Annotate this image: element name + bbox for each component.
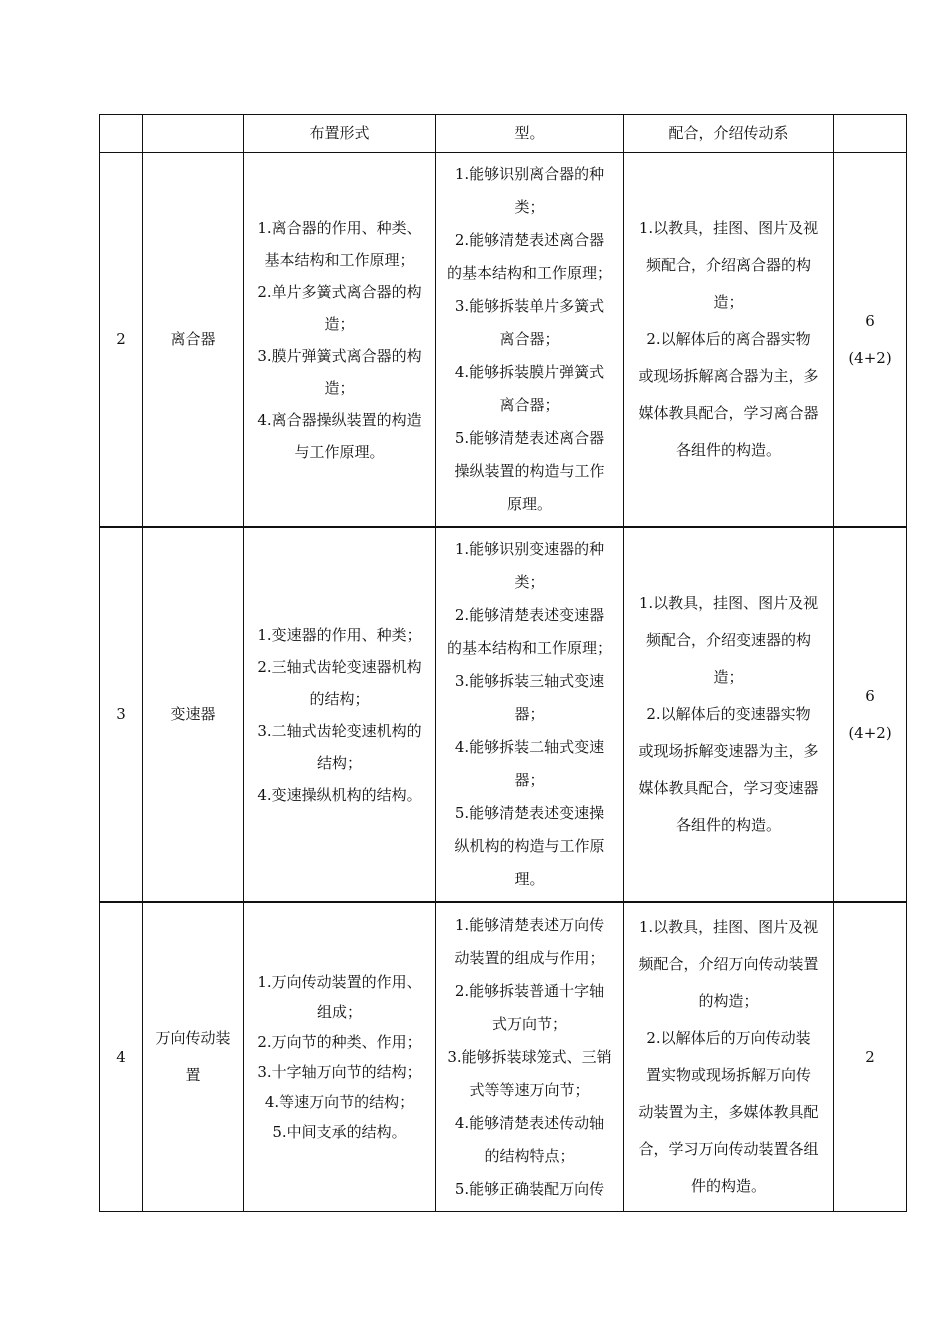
cell-hours: 2: [834, 902, 907, 1212]
cell-content: 1.万向传动装置的作用、 组成； 2.万向节的种类、作用； 3.十字轴万向节的结构； 4.等速万向节的结构； 5.中间支承的结构。: [244, 902, 436, 1212]
cell-content: 1.离合器的作用、种类、 基本结构和工作原理； 2.单片多簧式离合器的构 造； 3.膜片弹簧式离合器的构 造； 4.离合器操纵装置的构造 与工作原理。: [244, 153, 436, 528]
cell-content: 1.变速器的作用、种类； 2.三轴式齿轮变速器机构 的结构； 3.二轴式齿轮变速机构的 结构； 4.变速操纵机构的结构。: [244, 527, 436, 902]
course-syllabus-table: [99, 114, 907, 1212]
cell-hours: [834, 115, 907, 153]
cell-name: [143, 115, 244, 153]
cell-hours: 6 (4+2): [834, 153, 907, 528]
table-row-continuation: [100, 115, 907, 153]
cell-requirements: 1.能够识别离合器的种 类； 2.能够清楚表述离合器 的基本结构和工作原理； 3.能够拆装单片多簧式 离合器； 4.能够拆装膜片弹簧式 离合器； 5.能够清楚表述离合器 操纵装置的构造与工作 原理。: [436, 153, 624, 528]
table-row: [100, 527, 907, 902]
cell-content: 布置形式: [244, 115, 436, 153]
table-row: [100, 153, 907, 528]
cell-method: 1.以教具，挂图、图片及视 频配合，介绍离合器的构 造； 2.以解体后的离合器实物 或现场拆解离合器为主，多 媒体教具配合，学习离合器 各组件的构造。: [624, 153, 834, 528]
cell-no: 4: [100, 902, 143, 1212]
cell-requirements: 1.能够识别变速器的种 类； 2.能够清楚表述变速器 的基本结构和工作原理； 3.能够拆装三轴式变速 器； 4.能够拆装二轴式变速 器； 5.能够清楚表述变速操 纵机构的构造与工作原 理。: [436, 527, 624, 902]
cell-requirements: 1.能够清楚表述万向传 动装置的组成与作用； 2.能够拆装普通十字轴 式万向节； 3.能够拆装球笼式、三销 式等等速万向节； 4.能够清楚表述传动轴 的结构特点； 5.能够正确装配万向传: [436, 902, 624, 1212]
cell-no: [100, 115, 143, 153]
cell-name: 万向传动装 置: [143, 902, 244, 1212]
table-row: [100, 902, 907, 1212]
cell-name: 离合器: [143, 153, 244, 528]
cell-hours: 6 (4+2): [834, 527, 907, 902]
cell-method: 配合，介绍传动系: [624, 115, 834, 153]
cell-name: 变速器: [143, 527, 244, 902]
cell-method: 1.以教具，挂图、图片及视 频配合，介绍变速器的构 造； 2.以解体后的变速器实物 或现场拆解变速器为主，多 媒体教具配合，学习变速器 各组件的构造。: [624, 527, 834, 902]
cell-no: 2: [100, 153, 143, 528]
cell-method: 1.以教具，挂图、图片及视 频配合，介绍万向传动装置 的构造； 2.以解体后的万向传动装 置实物或现场拆解万向传 动装置为主，多媒体教具配 合，学习万向传动装置各组 件的构造。: [624, 902, 834, 1212]
cell-requirements: 型。: [436, 115, 624, 153]
cell-no: 3: [100, 527, 143, 902]
